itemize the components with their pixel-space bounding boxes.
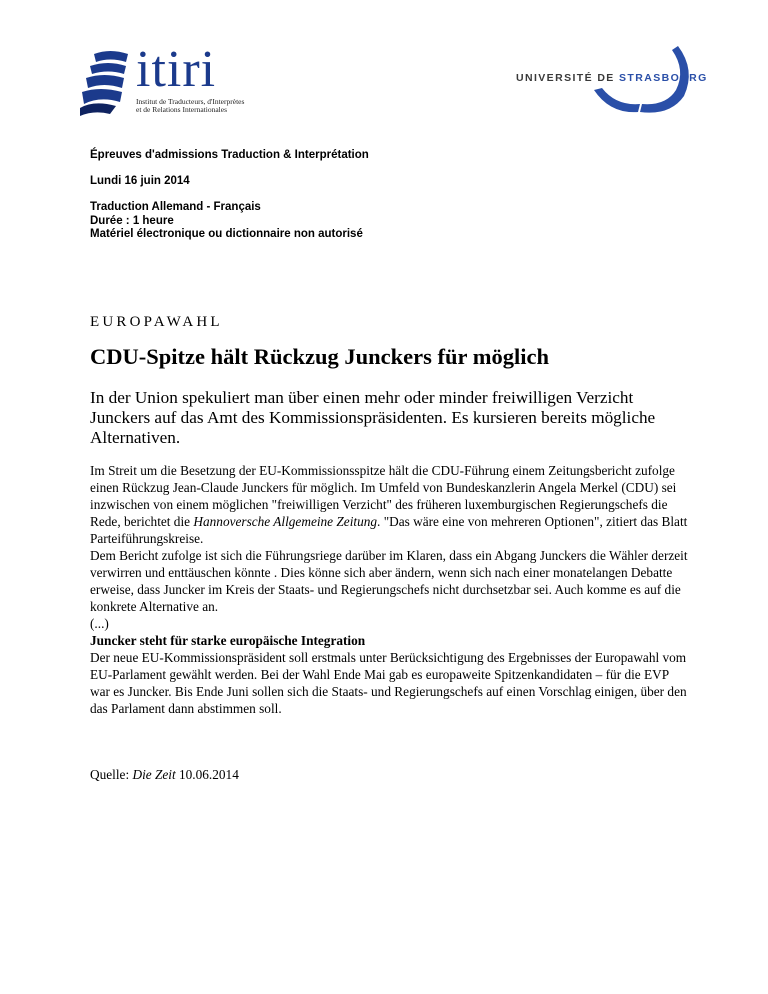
paragraph-1-text-b: . "Das wäre eine von mehreren Optionen", zitiert das Blatt Parteiführungskreise. [90, 514, 688, 546]
article-lead: In der Union spekuliert man über einen mehr oder minder freiwilligen Verzicht Junckers auf das Amt des Kommissionspräsidenten. Es kursieren bereits mögliche Alternativen. [90, 388, 656, 447]
itiri-wordmark: itiri [136, 41, 217, 98]
article-ellipsis: (...) [90, 616, 109, 631]
itiri-subtitle [136, 98, 244, 114]
article-subheading: Juncker steht für starke europäische Integration [90, 633, 366, 648]
article-paragraph-1 [90, 462, 690, 547]
article-headline: CDU-Spitze hält Rückzug Junckers für möglich [90, 344, 549, 369]
source-name: Die Zeit [132, 767, 176, 782]
source-label: Quelle: [90, 767, 133, 782]
exam-date-block [90, 175, 190, 189]
paragraph-1-text-a: Im Streit um die Besetzung der EU-Kommissionsspitze hält die CDU-Führung einem Zeitungsbericht zufolge einen Rückzug Jean-Claude Junckers für möglich. Im Umfeld von Bundeskanzlerin Angela Merkel (CDU) sei inzwischen von einem möglichen "freiwilligen Verzicht" des früheren luxemburgischen Regierungschefs die Rede, berichtet die [90, 463, 677, 529]
article-source [90, 767, 239, 783]
itiri-logo [80, 42, 270, 122]
unistra-text [516, 72, 708, 84]
newspaper-name: Hannoversche Allgemeine Zeitung [193, 514, 378, 529]
article-body [90, 462, 690, 717]
itiri-flag-mark [80, 48, 138, 118]
unistra-suffix: STRASBOURG [619, 72, 708, 84]
exam-header [90, 149, 369, 163]
article-kicker: EUROPAWAHL [90, 314, 223, 330]
exam-details [90, 201, 363, 242]
article-paragraph-3: Der neue EU-Kommissionspräsident soll erstmals unter Berücksichtigung des Ergebnisses der Europawahl vom EU-Parlament gewählt werden. Bei der Wahl Ende Mai gab es europaweite Spitzenkandidaten – für die EVP war es Juncker. Bis Ende Juni sollen sich die Staats- und Regierungschefs auf einen Vorschlag einigen, über den das Parlament dann abstimmen soll. [90, 650, 687, 716]
exam-materials: Matériel électronique ou dictionnaire non autorisé [90, 228, 363, 240]
exam-date: Lundi 16 juin 2014 [90, 175, 190, 187]
exam-subject: Traduction Allemand - Français [90, 201, 261, 213]
article-paragraph-2: Dem Bericht zufolge ist sich die Führungsriege darüber im Klaren, dass ein Abgang Junckers die Wähler derzeit verwirren und enttäuschen könnte . Dies könne sich aber ändern, wenn sich nach einer monatelangen Debatte erweise, dass Juncker im Kreis der Staats- und Regierungschefs nicht durchsetzbar sei. Auch komme es auf die konkrete Alternative an. [90, 548, 688, 614]
itiri-subtitle-line2: et de Relations Internationales [136, 105, 228, 114]
itiri-subtitle-line1: Institut de Traducteurs, d'Interprètes [136, 97, 245, 106]
source-date: 10.06.2014 [175, 767, 239, 782]
exam-duration: Durée : 1 heure [90, 214, 174, 227]
unistra-logo [500, 40, 708, 120]
exam-title: Épreuves d'admissions Traduction & Interprétation [90, 149, 369, 161]
unistra-prefix: UNIVERSITÉ DE [516, 72, 620, 84]
